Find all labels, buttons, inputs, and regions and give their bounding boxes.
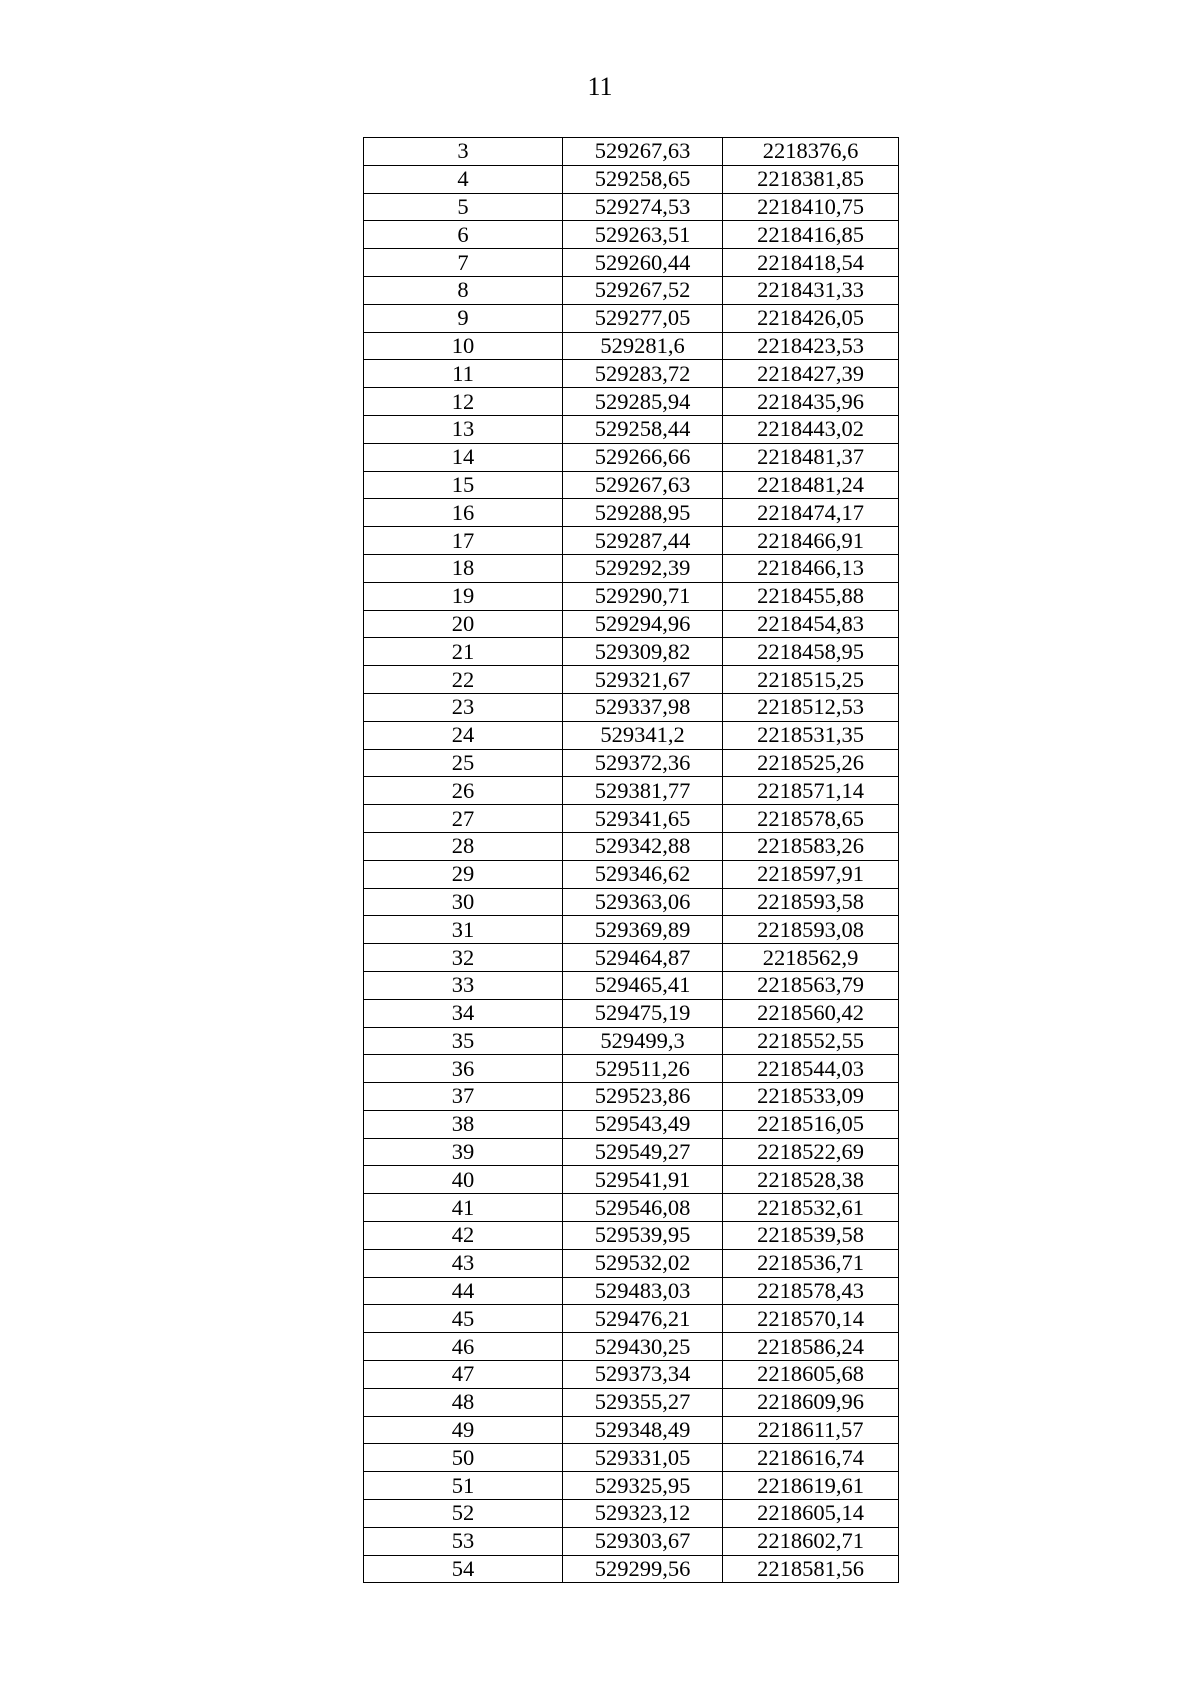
table-row <box>364 666 899 694</box>
y-coordinate-cell: 2218560,42 <box>723 999 899 1027</box>
y-coordinate-cell: 2218562,9 <box>723 944 899 972</box>
x-coordinate-cell: 529373,34 <box>563 1361 723 1389</box>
x-coordinate-cell: 529294,96 <box>563 610 723 638</box>
x-coordinate-cell: 529341,2 <box>563 721 723 749</box>
y-coordinate-cell: 2218583,26 <box>723 832 899 860</box>
table-row <box>364 777 899 805</box>
x-coordinate-cell: 529342,88 <box>563 832 723 860</box>
point-number-cell: 42 <box>364 1222 563 1250</box>
table-row <box>364 415 899 443</box>
coordinates-table-body <box>364 138 899 1583</box>
y-coordinate-cell: 2218528,38 <box>723 1166 899 1194</box>
point-number-cell: 29 <box>364 860 563 888</box>
table-row <box>364 193 899 221</box>
point-number-cell: 31 <box>364 916 563 944</box>
x-coordinate-cell: 529381,77 <box>563 777 723 805</box>
y-coordinate-cell: 2218410,75 <box>723 193 899 221</box>
table-row <box>364 1416 899 1444</box>
y-coordinate-cell: 2218418,54 <box>723 249 899 277</box>
x-coordinate-cell: 529325,95 <box>563 1472 723 1500</box>
x-coordinate-cell: 529549,27 <box>563 1138 723 1166</box>
y-coordinate-cell: 2218533,09 <box>723 1083 899 1111</box>
x-coordinate-cell: 529543,49 <box>563 1110 723 1138</box>
point-number-cell: 39 <box>364 1138 563 1166</box>
y-coordinate-cell: 2218609,96 <box>723 1388 899 1416</box>
y-coordinate-cell: 2218597,91 <box>723 860 899 888</box>
point-number-cell: 34 <box>364 999 563 1027</box>
table-row <box>364 582 899 610</box>
table-row <box>364 1555 899 1583</box>
point-number-cell: 54 <box>364 1555 563 1583</box>
point-number-cell: 37 <box>364 1083 563 1111</box>
x-coordinate-cell: 529346,62 <box>563 860 723 888</box>
table-row <box>364 165 899 193</box>
table-row <box>364 916 899 944</box>
y-coordinate-cell: 2218552,55 <box>723 1027 899 1055</box>
table-row <box>364 1305 899 1333</box>
y-coordinate-cell: 2218466,13 <box>723 554 899 582</box>
y-coordinate-cell: 2218458,95 <box>723 638 899 666</box>
point-number-cell: 48 <box>364 1388 563 1416</box>
point-number-cell: 17 <box>364 527 563 555</box>
x-coordinate-cell: 529283,72 <box>563 360 723 388</box>
table-row <box>364 1194 899 1222</box>
x-coordinate-cell: 529281,6 <box>563 332 723 360</box>
table-row <box>364 138 899 166</box>
y-coordinate-cell: 2218581,56 <box>723 1555 899 1583</box>
y-coordinate-cell: 2218563,79 <box>723 971 899 999</box>
y-coordinate-cell: 2218416,85 <box>723 221 899 249</box>
point-number-cell: 7 <box>364 249 563 277</box>
point-number-cell: 30 <box>364 888 563 916</box>
table-row <box>364 304 899 332</box>
table-row <box>364 1444 899 1472</box>
point-number-cell: 33 <box>364 971 563 999</box>
y-coordinate-cell: 2218593,08 <box>723 916 899 944</box>
point-number-cell: 12 <box>364 388 563 416</box>
y-coordinate-cell: 2218525,26 <box>723 749 899 777</box>
point-number-cell: 23 <box>364 693 563 721</box>
y-coordinate-cell: 2218427,39 <box>723 360 899 388</box>
x-coordinate-cell: 529475,19 <box>563 999 723 1027</box>
y-coordinate-cell: 2218593,58 <box>723 888 899 916</box>
table-row <box>364 1333 899 1361</box>
y-coordinate-cell: 2218578,43 <box>723 1277 899 1305</box>
table-row <box>364 693 899 721</box>
x-coordinate-cell: 529285,94 <box>563 388 723 416</box>
y-coordinate-cell: 2218515,25 <box>723 666 899 694</box>
y-coordinate-cell: 2218605,14 <box>723 1500 899 1528</box>
y-coordinate-cell: 2218616,74 <box>723 1444 899 1472</box>
point-number-cell: 41 <box>364 1194 563 1222</box>
point-number-cell: 25 <box>364 749 563 777</box>
y-coordinate-cell: 2218544,03 <box>723 1055 899 1083</box>
x-coordinate-cell: 529321,67 <box>563 666 723 694</box>
table-row <box>364 360 899 388</box>
x-coordinate-cell: 529323,12 <box>563 1500 723 1528</box>
table-row <box>364 721 899 749</box>
table-row <box>364 1055 899 1083</box>
table-row <box>364 1027 899 1055</box>
x-coordinate-cell: 529290,71 <box>563 582 723 610</box>
point-number-cell: 49 <box>364 1416 563 1444</box>
x-coordinate-cell: 529546,08 <box>563 1194 723 1222</box>
point-number-cell: 36 <box>364 1055 563 1083</box>
x-coordinate-cell: 529266,66 <box>563 443 723 471</box>
point-number-cell: 11 <box>364 360 563 388</box>
point-number-cell: 19 <box>364 582 563 610</box>
x-coordinate-cell: 529341,65 <box>563 805 723 833</box>
table-row <box>364 1277 899 1305</box>
point-number-cell: 32 <box>364 944 563 972</box>
y-coordinate-cell: 2218454,83 <box>723 610 899 638</box>
table-row <box>364 221 899 249</box>
x-coordinate-cell: 529523,86 <box>563 1083 723 1111</box>
x-coordinate-cell: 529499,3 <box>563 1027 723 1055</box>
x-coordinate-cell: 529267,52 <box>563 276 723 304</box>
y-coordinate-cell: 2218466,91 <box>723 527 899 555</box>
y-coordinate-cell: 2218474,17 <box>723 499 899 527</box>
point-number-cell: 26 <box>364 777 563 805</box>
page-number: 11 <box>587 72 613 101</box>
x-coordinate-cell: 529288,95 <box>563 499 723 527</box>
y-coordinate-cell: 2218605,68 <box>723 1361 899 1389</box>
x-coordinate-cell: 529464,87 <box>563 944 723 972</box>
y-coordinate-cell: 2218423,53 <box>723 332 899 360</box>
x-coordinate-cell: 529267,63 <box>563 471 723 499</box>
point-number-cell: 3 <box>364 138 563 166</box>
y-coordinate-cell: 2218481,24 <box>723 471 899 499</box>
table-row <box>364 276 899 304</box>
table-row <box>364 1388 899 1416</box>
table-row <box>364 1222 899 1250</box>
point-number-cell: 15 <box>364 471 563 499</box>
table-row <box>364 1138 899 1166</box>
x-coordinate-cell: 529369,89 <box>563 916 723 944</box>
point-number-cell: 8 <box>364 276 563 304</box>
x-coordinate-cell: 529539,95 <box>563 1222 723 1250</box>
x-coordinate-cell: 529303,67 <box>563 1527 723 1555</box>
x-coordinate-cell: 529476,21 <box>563 1305 723 1333</box>
y-coordinate-cell: 2218455,88 <box>723 582 899 610</box>
table-row <box>364 471 899 499</box>
y-coordinate-cell: 2218522,69 <box>723 1138 899 1166</box>
point-number-cell: 47 <box>364 1361 563 1389</box>
point-number-cell: 44 <box>364 1277 563 1305</box>
table-row <box>364 249 899 277</box>
table-row <box>364 971 899 999</box>
point-number-cell: 4 <box>364 165 563 193</box>
table-row <box>364 332 899 360</box>
point-number-cell: 46 <box>364 1333 563 1361</box>
y-coordinate-cell: 2218431,33 <box>723 276 899 304</box>
point-number-cell: 51 <box>364 1472 563 1500</box>
x-coordinate-cell: 529309,82 <box>563 638 723 666</box>
point-number-cell: 45 <box>364 1305 563 1333</box>
table-row <box>364 527 899 555</box>
x-coordinate-cell: 529331,05 <box>563 1444 723 1472</box>
x-coordinate-cell: 529511,26 <box>563 1055 723 1083</box>
x-coordinate-cell: 529430,25 <box>563 1333 723 1361</box>
point-number-cell: 53 <box>364 1527 563 1555</box>
coordinates-table <box>363 137 899 1583</box>
table-row <box>364 1472 899 1500</box>
point-number-cell: 28 <box>364 832 563 860</box>
x-coordinate-cell: 529348,49 <box>563 1416 723 1444</box>
x-coordinate-cell: 529541,91 <box>563 1166 723 1194</box>
point-number-cell: 52 <box>364 1500 563 1528</box>
table-row <box>364 554 899 582</box>
y-coordinate-cell: 2218602,71 <box>723 1527 899 1555</box>
point-number-cell: 50 <box>364 1444 563 1472</box>
y-coordinate-cell: 2218570,14 <box>723 1305 899 1333</box>
y-coordinate-cell: 2218586,24 <box>723 1333 899 1361</box>
y-coordinate-cell: 2218539,58 <box>723 1222 899 1250</box>
x-coordinate-cell: 529277,05 <box>563 304 723 332</box>
table-row <box>364 1110 899 1138</box>
table-row <box>364 1166 899 1194</box>
table-row <box>364 499 899 527</box>
x-coordinate-cell: 529483,03 <box>563 1277 723 1305</box>
table-row <box>364 1083 899 1111</box>
point-number-cell: 10 <box>364 332 563 360</box>
x-coordinate-cell: 529337,98 <box>563 693 723 721</box>
point-number-cell: 6 <box>364 221 563 249</box>
x-coordinate-cell: 529299,56 <box>563 1555 723 1583</box>
x-coordinate-cell: 529258,65 <box>563 165 723 193</box>
table-row <box>364 805 899 833</box>
y-coordinate-cell: 2218376,6 <box>723 138 899 166</box>
x-coordinate-cell: 529267,63 <box>563 138 723 166</box>
table-row <box>364 749 899 777</box>
point-number-cell: 27 <box>364 805 563 833</box>
table-row <box>364 388 899 416</box>
point-number-cell: 14 <box>364 443 563 471</box>
table-row <box>364 860 899 888</box>
x-coordinate-cell: 529258,44 <box>563 415 723 443</box>
x-coordinate-cell: 529532,02 <box>563 1249 723 1277</box>
table-row <box>364 999 899 1027</box>
x-coordinate-cell: 529263,51 <box>563 221 723 249</box>
table-row <box>364 610 899 638</box>
point-number-cell: 16 <box>364 499 563 527</box>
table-row <box>364 1527 899 1555</box>
point-number-cell: 13 <box>364 415 563 443</box>
table-row <box>364 1249 899 1277</box>
point-number-cell: 38 <box>364 1110 563 1138</box>
y-coordinate-cell: 2218443,02 <box>723 415 899 443</box>
x-coordinate-cell: 529465,41 <box>563 971 723 999</box>
point-number-cell: 9 <box>364 304 563 332</box>
point-number-cell: 21 <box>364 638 563 666</box>
point-number-cell: 18 <box>364 554 563 582</box>
y-coordinate-cell: 2218532,61 <box>723 1194 899 1222</box>
table-row <box>364 443 899 471</box>
y-coordinate-cell: 2218611,57 <box>723 1416 899 1444</box>
table-row <box>364 638 899 666</box>
table-row <box>364 944 899 972</box>
x-coordinate-cell: 529287,44 <box>563 527 723 555</box>
point-number-cell: 24 <box>364 721 563 749</box>
point-number-cell: 43 <box>364 1249 563 1277</box>
x-coordinate-cell: 529372,36 <box>563 749 723 777</box>
y-coordinate-cell: 2218571,14 <box>723 777 899 805</box>
table-row <box>364 1361 899 1389</box>
table-row <box>364 1500 899 1528</box>
x-coordinate-cell: 529363,06 <box>563 888 723 916</box>
y-coordinate-cell: 2218578,65 <box>723 805 899 833</box>
x-coordinate-cell: 529260,44 <box>563 249 723 277</box>
point-number-cell: 22 <box>364 666 563 694</box>
y-coordinate-cell: 2218512,53 <box>723 693 899 721</box>
y-coordinate-cell: 2218536,71 <box>723 1249 899 1277</box>
x-coordinate-cell: 529355,27 <box>563 1388 723 1416</box>
point-number-cell: 35 <box>364 1027 563 1055</box>
point-number-cell: 5 <box>364 193 563 221</box>
point-number-cell: 20 <box>364 610 563 638</box>
y-coordinate-cell: 2218381,85 <box>723 165 899 193</box>
y-coordinate-cell: 2218426,05 <box>723 304 899 332</box>
y-coordinate-cell: 2218435,96 <box>723 388 899 416</box>
point-number-cell: 40 <box>364 1166 563 1194</box>
x-coordinate-cell: 529274,53 <box>563 193 723 221</box>
table-row <box>364 832 899 860</box>
y-coordinate-cell: 2218531,35 <box>723 721 899 749</box>
x-coordinate-cell: 529292,39 <box>563 554 723 582</box>
y-coordinate-cell: 2218619,61 <box>723 1472 899 1500</box>
table-row <box>364 888 899 916</box>
y-coordinate-cell: 2218516,05 <box>723 1110 899 1138</box>
y-coordinate-cell: 2218481,37 <box>723 443 899 471</box>
